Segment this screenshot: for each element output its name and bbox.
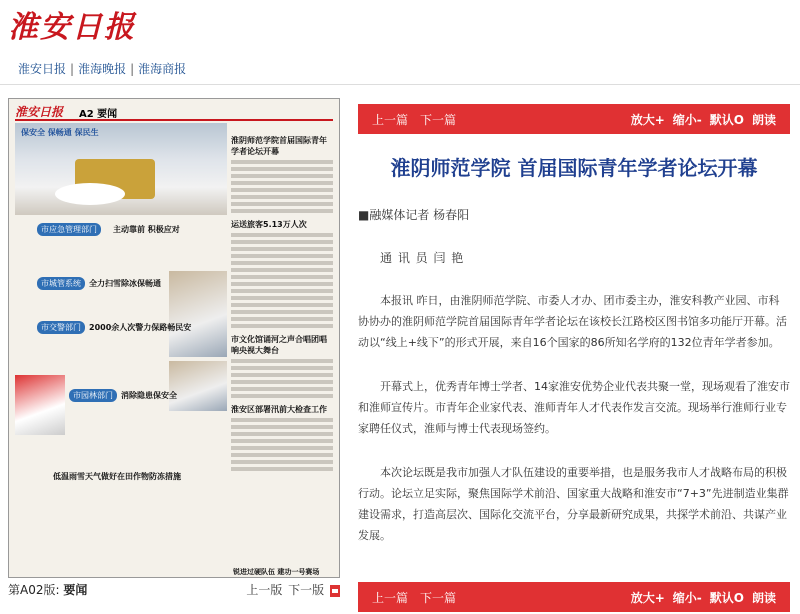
- article-toolbar-bottom: [358, 582, 790, 612]
- article-correspondent: 通 讯 员 闫 艳: [380, 251, 465, 265]
- paper-links: [18, 60, 186, 77]
- zoom-out-button[interactable]: 缩小-: [672, 113, 702, 127]
- article-paragraph: 本报讯 昨日，由淮阴师范学院、市委人才办、团市委主办，淮安科教产业园、市科协协办的淮阴师范学院首届国际青年学者论坛在该校长江路校区图书馆多功能厅开幕。活动以“线上+线下”的形式开展，来自16个国家的86所知名学府的132位青年学者参加。: [358, 294, 787, 349]
- text-tools: [623, 111, 776, 128]
- snow-image: [55, 183, 125, 205]
- article-nav: [372, 111, 468, 128]
- default-size-button[interactable]: 默认O: [709, 591, 744, 605]
- page-footer: [8, 581, 340, 598]
- thumb-headline[interactable]: 全力扫雪除冰保畅通: [89, 279, 161, 288]
- page-thumbnail[interactable]: [8, 98, 340, 578]
- thumb-headline[interactable]: 低温雨雪天气做好在田作物防冻措施: [53, 472, 181, 481]
- thumb-photo-4: [15, 375, 65, 435]
- newspaper-logo[interactable]: 淮安日报: [8, 10, 136, 45]
- thumb-headline[interactable]: 锐进过硬队伍 建功一号赛场: [233, 568, 320, 576]
- thumb-photo-2: [169, 271, 227, 357]
- thumb-article-title[interactable]: 淮阴师范学院首届国际青年学者论坛开幕: [231, 136, 327, 156]
- read-aloud-button[interactable]: 朗读: [751, 591, 776, 605]
- next-page-link[interactable]: 下一版: [288, 583, 325, 597]
- separator: |: [70, 62, 75, 76]
- masthead: [0, 0, 800, 50]
- paper-link-huaian-daily[interactable]: 淮安日报: [18, 62, 67, 76]
- article-paragraph: 本次论坛既是我市加强人才队伍建设的重要举措，也是服务我市人才战略布局的积极行动。论坛立足实际，聚焦国际学术前沿、国家重大战略和淮安市“7+3”先进制造业集群建设需求，打造高层次、国际化交流平台，分享最新研究成果，共探学术前沿、共谋产业发展。: [358, 466, 789, 542]
- prev-page-link[interactable]: 上一版: [246, 583, 283, 597]
- article: [358, 134, 790, 574]
- thumb-text-lines: [231, 359, 333, 398]
- separator: |: [130, 62, 135, 76]
- thumb-badge: 市园林部门: [69, 389, 117, 402]
- article-author: ■融媒体记者 杨春阳: [358, 208, 470, 222]
- thumb-right-column: [231, 135, 333, 575]
- thumb-text-lines: [231, 418, 333, 471]
- paper-link-huaihai-evening[interactable]: 淮海晚报: [78, 62, 127, 76]
- article-paragraph: 开幕式上，优秀青年博士学者、14家淮安优势企业代表共聚一堂，现场观看了淮安市和淮师宣传片。市青年企业家代表、淮师青年人才代表作发言交流。现场举行淮师行业专家聘任仪式，淮师与博士代表现场签约。: [358, 380, 790, 435]
- prev-article-link[interactable]: 上一篇: [372, 591, 409, 605]
- article-nav: [372, 589, 468, 606]
- pdf-icon[interactable]: [330, 585, 340, 597]
- thumb-badge: 市应急管理部门: [37, 223, 101, 236]
- zoom-in-button[interactable]: 放大+: [630, 591, 665, 605]
- thumb-badge: 市交警部门: [37, 321, 85, 334]
- paper-link-huaihai-business[interactable]: 淮海商报: [138, 62, 187, 76]
- thumb-photo-3: [169, 361, 227, 411]
- article-toolbar-top: [358, 104, 790, 134]
- thumb-text-lines: [231, 160, 333, 213]
- thumb-photo-caption: 保安全 保畅通 保民生: [21, 128, 99, 137]
- thumb-article-title[interactable]: 运送旅客5.13万人次: [231, 220, 307, 229]
- thumb-text-lines: [231, 233, 333, 328]
- thumb-header: [15, 103, 333, 121]
- next-article-link[interactable]: 下一篇: [420, 591, 457, 605]
- page-nav: [244, 581, 340, 598]
- zoom-out-button[interactable]: 缩小-: [672, 591, 702, 605]
- page-label: 第A02版: 要闻: [8, 583, 88, 597]
- thumb-section: A2 要闻: [79, 109, 118, 120]
- next-article-link[interactable]: 下一篇: [420, 113, 457, 127]
- thumb-headline[interactable]: 2000余人次警力保路畅民安: [89, 323, 192, 332]
- text-tools: [623, 589, 776, 606]
- thumb-badge: 市城管系统: [37, 277, 85, 290]
- divider: [0, 84, 800, 85]
- default-size-button[interactable]: 默认O: [709, 113, 744, 127]
- thumb-headline[interactable]: 消除隐患保安全: [121, 391, 177, 400]
- thumb-headline[interactable]: 主动靠前 积极应对: [113, 225, 180, 234]
- thumb-article-title[interactable]: 市文化馆诵河之声合唱团唱响央视大舞台: [231, 335, 327, 355]
- thumb-logo: 淮安日报: [15, 105, 64, 119]
- zoom-in-button[interactable]: 放大+: [630, 113, 665, 127]
- read-aloud-button[interactable]: 朗读: [751, 113, 776, 127]
- article-title: 淮阴师范学院 首届国际青年学者论坛开幕: [390, 156, 758, 180]
- thumb-article-title[interactable]: 淮安区部署汛前大检查工作: [231, 405, 327, 414]
- thumb-photo[interactable]: [15, 123, 227, 215]
- prev-article-link[interactable]: 上一篇: [372, 113, 409, 127]
